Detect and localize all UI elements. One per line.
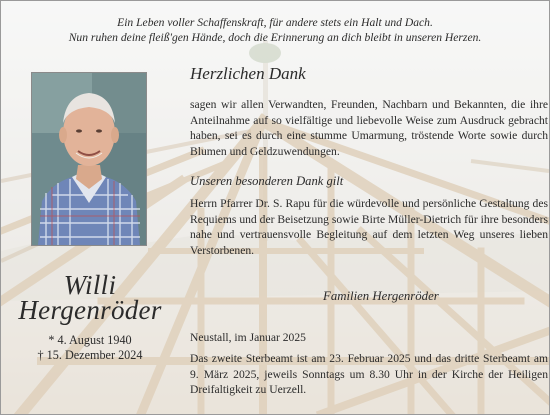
deceased-first-name: Willi <box>63 270 117 300</box>
thanks-paragraph: sagen wir allen Verwandten, Freunden, Nachbarn und Bekannten, die ihre Anteilnahme auf so vielfältige und liebevolle Weise zum Ausdruck gebracht haben, sei es durch eine stumme Umarmung, tröstende Worte sowie durch Blumen und Geldzuwendungen. <box>190 98 548 158</box>
motto <box>1 15 549 45</box>
special-thanks-heading: Unseren besonderen Dank gilt <box>190 174 344 188</box>
death-date: † 15. Dezember 2024 <box>37 348 143 362</box>
portrait-photo <box>31 72 147 246</box>
place-and-date: Neustall, im Januar 2025 <box>190 331 306 344</box>
service-note: Das zweite Sterbeamt ist am 23. Februar 2025 und das dritte Sterbeamt am 9. März 2025, jeweils Sonntags um 8.30 Uhr in der Kirche der Heiligen Dreifaltigkeit zu Uerzell. <box>190 352 548 397</box>
birth-date: * 4. August 1940 <box>48 333 132 347</box>
family-signature: Familien Hergenröder <box>323 289 439 303</box>
thanks-heading: Herzlichen Dank <box>190 64 306 83</box>
deceased-last-name: Hergenröder <box>18 295 162 325</box>
motto-line-2: Nun ruhen deine fleiß'gen Hände, doch die Erinnerung an dich bleibt in unseren Herzen. <box>68 31 482 44</box>
motto-line-1: Ein Leben voller Schaffenskraft, für andere stets ein Halt und Dach. <box>117 16 433 29</box>
special-thanks-paragraph: Herrn Pfarrer Dr. S. Rapu für die würdevolle und persönliche Gestaltung des Requiems und der Beisetzung sowie Birte Müller-Dietrich für ihre besonders nahe und vertrauensvolle Begleitung auf dem letzten Weg unseres lieben Verstorbenen. <box>190 197 548 257</box>
